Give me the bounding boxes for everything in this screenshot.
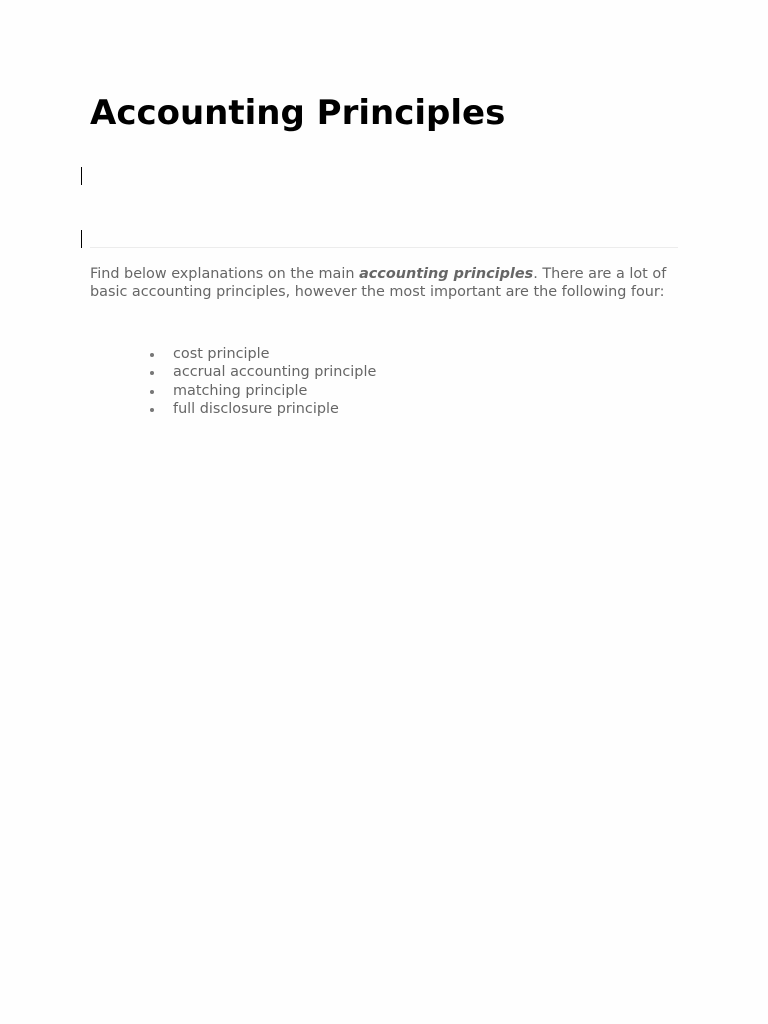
bullet-icon [150,353,154,357]
intro-emphasis: accounting principles [359,266,534,282]
bullet-icon [150,371,154,375]
list-item [146,400,376,418]
intro-text-start: Find below explanations on the main [90,266,360,282]
list-item [146,382,376,400]
text-cursor [81,230,82,248]
intro-paragraph [90,265,682,302]
page-title: Accounting Principles [90,93,506,133]
principles-list [146,345,376,418]
list-item-label: matching principle [173,382,308,399]
section-divider [90,247,678,248]
list-item-label: cost principle [173,346,270,362]
bullet-icon [150,408,154,412]
list-item [146,363,376,381]
list-item-label: full disclosure principle [173,400,339,417]
list-item [146,345,376,363]
intro-text-end: . There are a lot of basic accounting principles, however the most important are the following four: [90,266,667,301]
bullet-icon [150,390,154,394]
text-cursor [81,167,82,185]
list-item-label: accrual accounting principle [173,364,377,381]
